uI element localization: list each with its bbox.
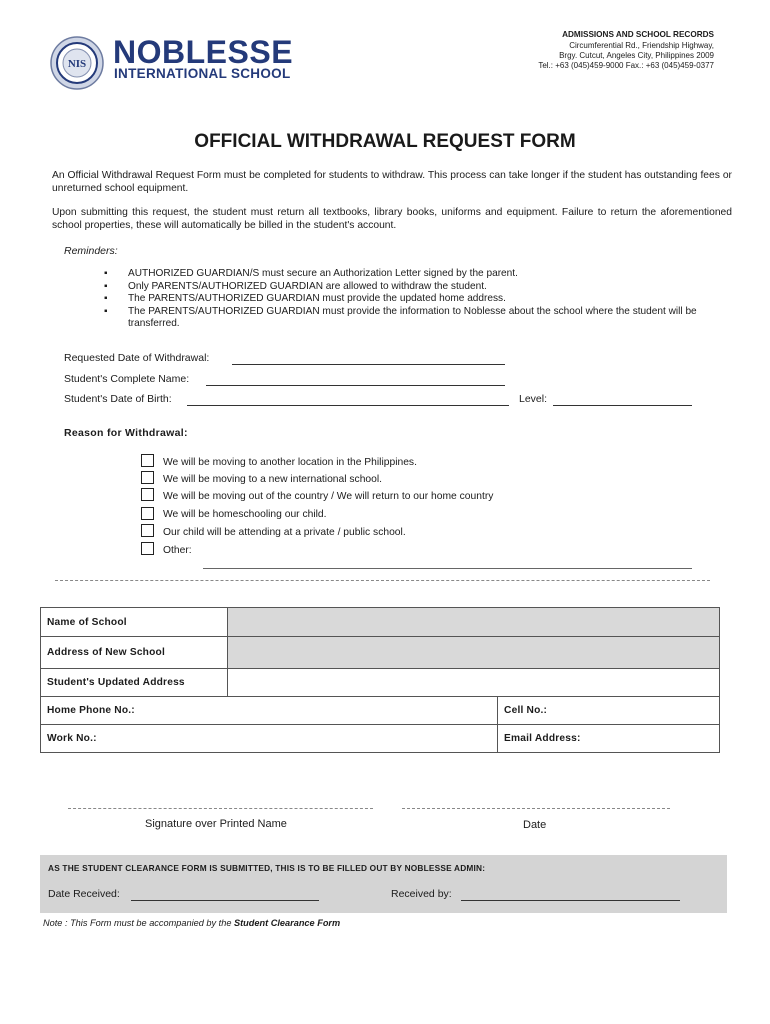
note-emphasis: Student Clearance Form xyxy=(233,918,341,928)
work-no-field[interactable]: Work No.: xyxy=(41,725,498,753)
section-divider xyxy=(55,580,710,581)
footer-note xyxy=(43,918,340,928)
reason-checkbox-philippines[interactable] xyxy=(141,454,154,467)
name-of-school-field[interactable] xyxy=(228,608,720,637)
address-line-2: Brgy. Cutcut, Angeles City, Philippines 2009 xyxy=(559,51,714,60)
level-label: Level: xyxy=(519,393,548,405)
new-school-table xyxy=(40,607,720,753)
seal-text: NIS xyxy=(67,58,87,70)
reason-option: We will be moving to another location in the Philippines. xyxy=(163,457,417,468)
reason-checkbox-international[interactable] xyxy=(141,471,154,484)
address-new-school-label: Address of New School xyxy=(41,637,228,669)
date-received-line[interactable] xyxy=(131,900,319,901)
other-reason-line[interactable] xyxy=(203,568,692,569)
note-prefix: Note : This Form must be accompanied by the xyxy=(43,918,234,928)
school-name: NOBLESSE xyxy=(113,34,294,70)
address-new-school-field[interactable] xyxy=(228,637,720,669)
reason-option: Other: xyxy=(163,545,192,556)
birth-date-line[interactable] xyxy=(187,405,509,406)
admin-title: AS THE STUDENT CLEARANCE FORM IS SUBMITTED, THIS IS TO BE FILLED OUT BY NOBLESSE ADMIN: xyxy=(48,863,486,873)
reason-checkbox-out-of-country[interactable] xyxy=(141,488,154,501)
reminders-label: Reminders: xyxy=(64,245,118,257)
received-by-label: Received by: xyxy=(391,888,452,900)
home-phone-field[interactable]: Home Phone No.: xyxy=(41,697,498,725)
reason-checkbox-homeschool[interactable] xyxy=(141,507,154,520)
birth-date-label: Student's Date of Birth: xyxy=(64,393,172,405)
reminder-item: ▪ The PARENTS/AUTHORIZED GUARDIAN must provide the information to Noblesse about the school where the student will be transferred. xyxy=(104,306,724,331)
complete-name-line[interactable] xyxy=(206,385,505,386)
reason-option: Our child will be attending at a private / public school. xyxy=(163,527,406,538)
office-title: ADMISSIONS AND SCHOOL RECORDS xyxy=(562,30,714,39)
date-received-label: Date Received: xyxy=(48,888,120,900)
reminder-item: ▪ AUTHORIZED GUARDIAN/S must secure an Authorization Letter signed by the parent. xyxy=(104,268,724,281)
intro-paragraph-2: Upon submitting this request, the student must return all textbooks, library books, uniforms and equipment. Failure to return the aforementioned school properties, these will automatically be billed in the student's account. xyxy=(52,207,732,231)
intro-paragraph-1: An Official Withdrawal Request Form must be completed for students to withdraw. This process can take longer if the student has outstanding fees or unreturned school equipment. xyxy=(52,170,732,194)
level-line[interactable] xyxy=(553,405,692,406)
school-subtitle: INTERNATIONAL SCHOOL xyxy=(114,66,291,81)
reminder-item: ▪ Only PARENTS/AUTHORIZED GUARDIAN are allowed to withdraw the student. xyxy=(104,281,724,294)
reason-checkbox-private-public[interactable] xyxy=(141,524,154,537)
updated-address-field[interactable] xyxy=(228,669,720,697)
address-line-1: Circumferential Rd., Friendship Highway, xyxy=(569,41,714,50)
name-of-school-label: Name of School xyxy=(41,608,228,637)
reason-checkbox-other[interactable] xyxy=(141,542,154,555)
cell-no-field[interactable]: Cell No.: xyxy=(498,697,720,725)
school-seal-logo xyxy=(50,36,104,90)
signature-line[interactable] xyxy=(68,808,373,809)
email-field[interactable]: Email Address: xyxy=(498,725,720,753)
received-by-line[interactable] xyxy=(461,900,680,901)
complete-name-label: Student's Complete Name: xyxy=(64,373,190,385)
contact-line: Tel.: +63 (045)459-9000 Fax.: +63 (045)459-0377 xyxy=(538,61,714,70)
reason-option: We will be moving out of the country / We will return to our home country xyxy=(163,491,494,502)
admin-section xyxy=(40,855,727,913)
date-line[interactable] xyxy=(402,808,670,809)
requested-date-label: Requested Date of Withdrawal: xyxy=(64,352,210,364)
updated-address-label: Student's Updated Address xyxy=(41,669,228,697)
form-title: OFFICIAL WITHDRAWAL REQUEST FORM xyxy=(194,131,576,152)
signature-label: Signature over Printed Name xyxy=(145,818,287,830)
date-label: Date xyxy=(523,819,547,831)
reminder-item: ▪ The PARENTS/AUTHORIZED GUARDIAN must provide the updated home address. xyxy=(104,293,724,306)
reason-option: We will be moving to a new international school. xyxy=(163,474,383,485)
requested-date-line[interactable] xyxy=(232,364,505,365)
reason-option: We will be homeschooling our child. xyxy=(163,509,327,520)
reason-title: Reason for Withdrawal: xyxy=(64,427,188,439)
reminders-list xyxy=(104,268,724,331)
